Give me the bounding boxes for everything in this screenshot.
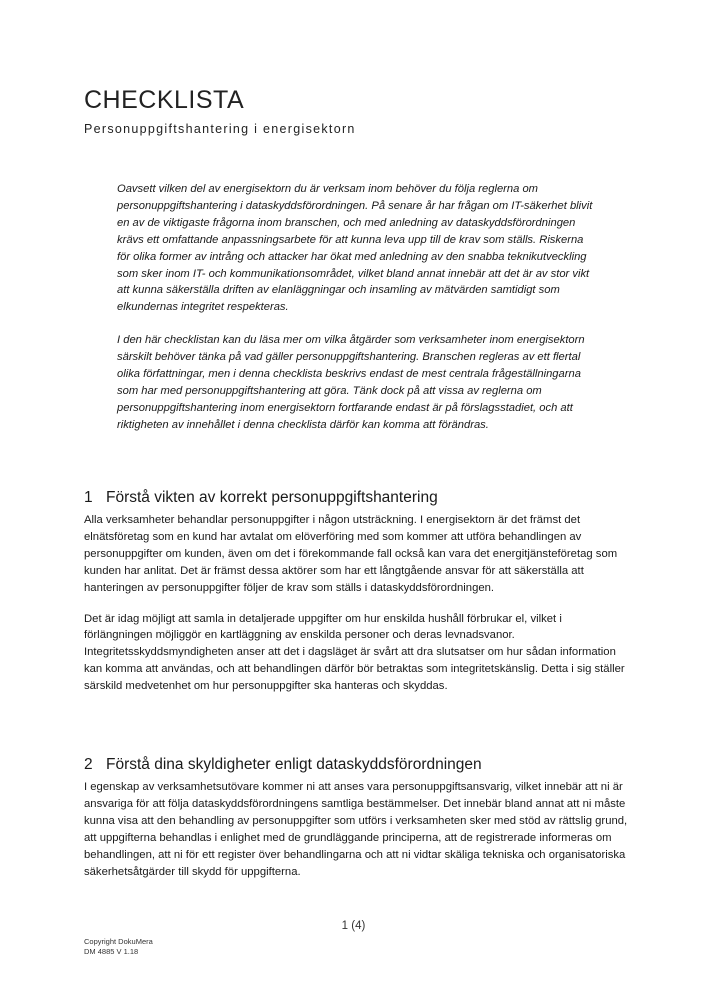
section-paragraph: Det är idag möjligt att samla in detaljerade uppgifter om hur enskilda hushåll förbrukar el, vilket i förlängningen möjliggör en kartläggning av enskilda personer och deras levnadsvanor. Integritetsskyddsmyndigheten anser att det i dagsläget är svårt att dra slutsatser om hur sådan information kan komma att användas, och att behandlingen därför bör betraktas som integritetskänslig. Detta i sig ställer särskild medvetenhet om hur personuppgifter ska hanteras och skyddas. [84,612,625,693]
footer-doc-id: DM 4885 V 1.18 [84,947,139,956]
footer-copyright: Copyright DokuMera [84,937,153,946]
section-title: Förstå dina skyldigheter enligt dataskyddsförordningen [106,756,482,773]
intro-paragraph: I den här checklistan kan du läsa mer om vilka åtgärder som verksamheter inom energisektorn särskilt behöver tänka på vad gäller personuppgiftshantering. Branschen regleras av ett flertal olika författningar, men i denna checklista beskrivs endast de mest centrala frågeställningarna som har med personuppgiftshantering att göra. Tänk dock på att vissa av reglerna om personuppgiftshantering inom energisektorn fortfarande endast är på förslagsstadiet, och att riktigheten av innehållet i denna checklista därför kan komma att förändras. [117,334,585,431]
page-number: 1 (4) [341,920,366,932]
document-title: CHECKLISTA [84,86,245,114]
document-subtitle: Personuppgiftshantering i energisektorn [84,122,356,136]
section-paragraph: Alla verksamheter behandlar personuppgifter i någon utsträckning. I energisektorn är det främst det elnätsföretag som en kund har avtalat om elöverföring med som kommer att utföra behandlingen av personuppgifter om kunden, även om det i förekommande fall också kan vara det energitjänsteföretag som kunden har anlitat. Det är främst dessa aktörer som har ett långtgående ansvar för att säkerställa att hanteringen av personuppgifter följer de krav som ställs i dataskyddsförordningen. [84,514,618,594]
section-paragraph: I egenskap av verksamhetsutövare kommer ni att anses vara personuppgiftsansvarig, vilket innebär att ni är ansvariga för att följa dataskyddsförordningens samtliga bestämmelser. Det innebär bland annat att ni måste kunna visa att den behandling av personuppgifter som utförs i verksamheten sker med stöd av rättslig grund, att uppgifterna behandlas i enlighet med de grundläggande principerna, att de registrerade informeras om behandlingen, att ni för ett register över behandlingarna och att ni vidtar skäliga tekniska och organisatoriska säkerhetsåtgärder till skydd för uppgifterna. [84,781,628,878]
section-title: Förstå vikten av korrekt personuppgiftshantering [106,489,438,506]
section-1 [84,489,629,709]
section-number: 1 [84,489,93,506]
intro-paragraph: Oavsett vilken del av energisektorn du är verksam inom behöver du följa reglerna om personuppgiftshantering i dataskyddsförordningen. På senare år har frågan om IT-säkerhet blivit en av de viktigaste frågorna inom branschen, och med anledning av dataskyddsförordningen krävs ett omfattande anpassningsarbete för att kunna leva upp till de krav som ställs. Riskerna för olika former av intrång och attacker har ökat med anledning av den snabba teknikutveckling som sker inom IT- och kommunikationsområdet, vilket bland annat innebär att det är av stor vikt att kunna säkerställa driften av elanläggningar och insamling av mätvärden samtidigt som elkundernas integritet respekteras. [117,183,593,314]
section-number: 2 [84,756,93,773]
section-heading [84,489,629,507]
section-heading [84,756,629,774]
section-2 [84,756,629,894]
intro-block [117,181,595,450]
footer [84,937,153,957]
